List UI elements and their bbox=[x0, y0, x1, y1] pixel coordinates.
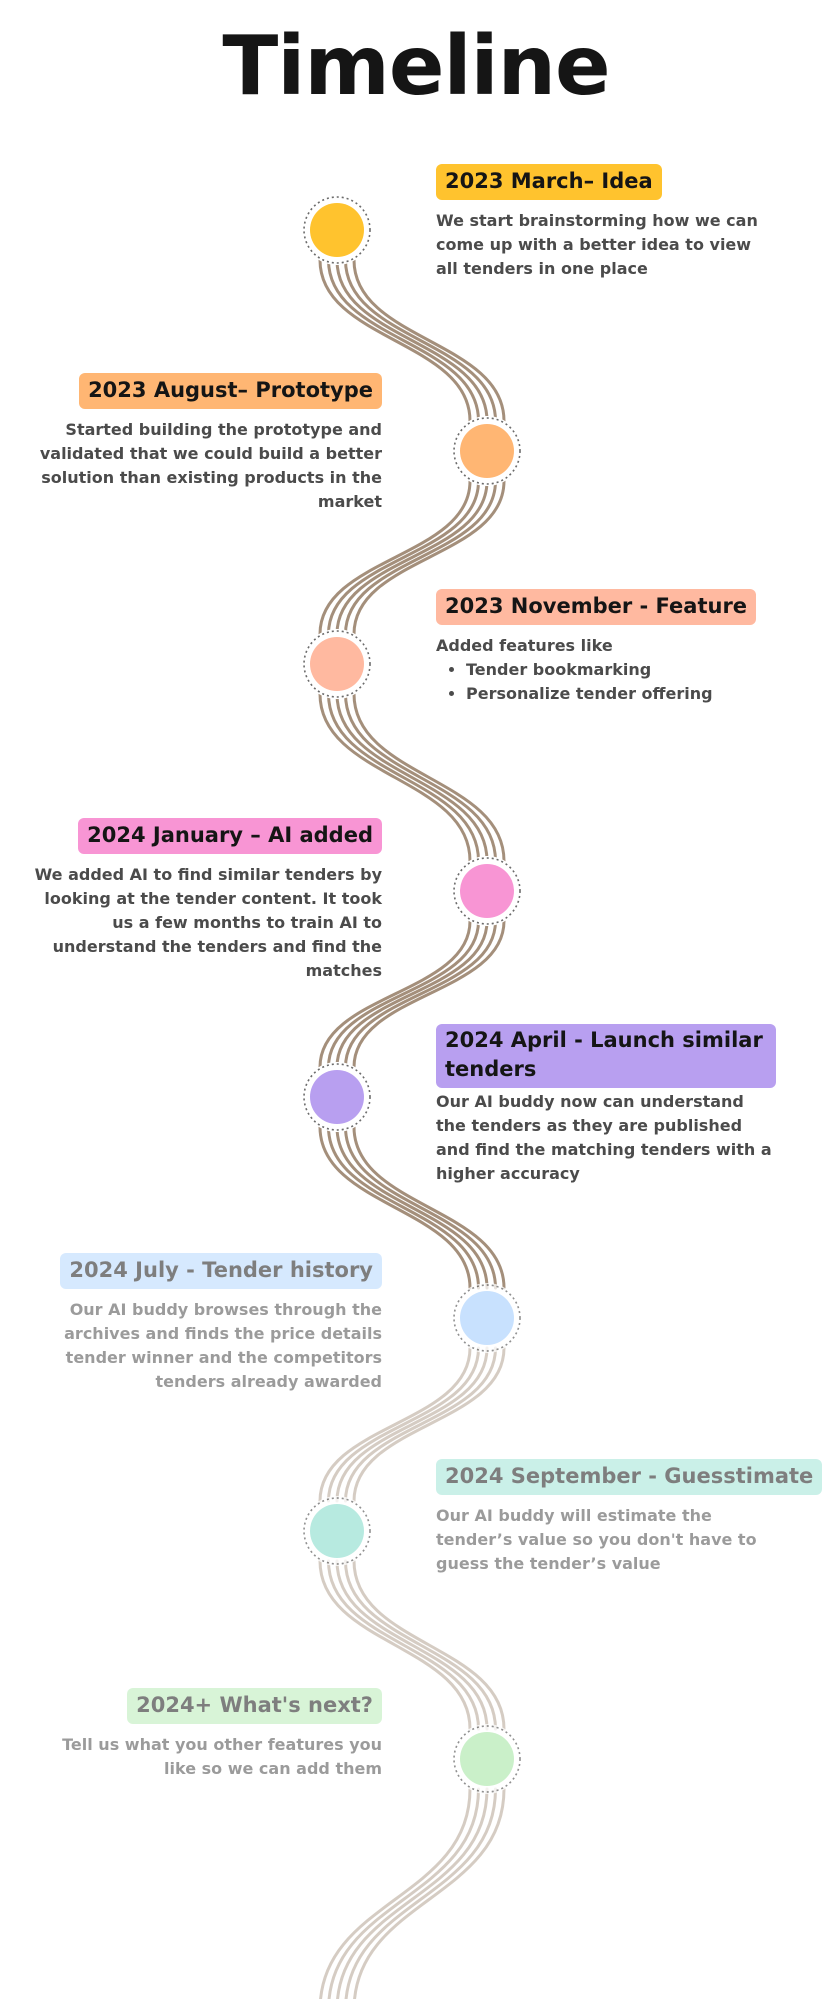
milestone-2023-november bbox=[436, 589, 816, 706]
milestone-2023-august bbox=[22, 373, 382, 514]
milestone-heading: 2024 April - Launch similar tenders bbox=[436, 1024, 776, 1088]
milestone-heading: 2023 November - Feature bbox=[436, 589, 756, 625]
milestone-2024-plus bbox=[52, 1688, 382, 1781]
milestone-description: We added AI to find similar tenders by looking at the tender content. It took us a few months to train AI to understand the tenders and find the matches bbox=[34, 864, 382, 980]
node-dot bbox=[460, 1291, 514, 1345]
page-title: Timeline bbox=[222, 19, 610, 114]
milestone-heading: 2024 January – AI added bbox=[78, 818, 382, 854]
feature-list-item: • Tender bookmarking bbox=[466, 658, 816, 682]
connector-tail bbox=[320, 1789, 504, 1999]
milestone-2023-march bbox=[436, 164, 776, 281]
milestone-heading: 2024 September - Guesstimate bbox=[436, 1459, 822, 1495]
node-dot bbox=[460, 1732, 514, 1786]
milestone-node-2 bbox=[452, 416, 522, 486]
milestone-description: We start brainstorming how we can come up with a better idea to view all tenders in one place bbox=[436, 210, 758, 278]
connector-line bbox=[320, 1789, 470, 1999]
milestone-description: Tell us what you other features you like so we can add them bbox=[62, 1734, 382, 1778]
milestone-node-6 bbox=[452, 1283, 522, 1353]
milestone-2024-january bbox=[22, 818, 382, 983]
node-dot bbox=[310, 203, 364, 257]
node-dot bbox=[310, 1504, 364, 1558]
milestone-description: Our AI buddy browses through the archives and finds the price details tender winner and the competitors tenders already awarded bbox=[64, 1299, 382, 1391]
milestone-node-5 bbox=[302, 1062, 372, 1132]
milestone-description bbox=[436, 634, 816, 706]
milestone-heading: 2024 July - Tender history bbox=[60, 1253, 382, 1289]
node-dot bbox=[310, 637, 364, 691]
milestone-heading: 2023 March– Idea bbox=[436, 164, 662, 200]
milestone-node-3 bbox=[302, 629, 372, 699]
milestone-node-1 bbox=[302, 195, 372, 265]
milestone-description-intro: Added features like bbox=[436, 635, 613, 655]
feature-list bbox=[436, 658, 816, 706]
milestone-node-4 bbox=[452, 856, 522, 926]
feature-list-item: • Personalize tender offering bbox=[466, 682, 816, 706]
node-dot bbox=[460, 864, 514, 918]
milestone-2024-april bbox=[436, 1024, 776, 1186]
node-dot bbox=[310, 1070, 364, 1124]
node-dot bbox=[460, 424, 514, 478]
milestone-description: Started building the prototype and validated that we could build a better solution than existing products in the market bbox=[39, 419, 382, 511]
milestone-2024-september bbox=[436, 1459, 814, 1576]
milestone-description: Our AI buddy now can understand the tenders as they are published and find the matching tenders with a higher accuracy bbox=[436, 1091, 772, 1183]
milestone-2024-july bbox=[12, 1253, 382, 1394]
milestone-description: Our AI buddy will estimate the tender’s value so you don't have to guess the tender’s value bbox=[436, 1505, 757, 1573]
milestone-node-8 bbox=[452, 1724, 522, 1794]
milestone-heading: 2023 August– Prototype bbox=[79, 373, 382, 409]
milestone-node-7 bbox=[302, 1496, 372, 1566]
milestone-heading: 2024+ What's next? bbox=[127, 1688, 382, 1724]
